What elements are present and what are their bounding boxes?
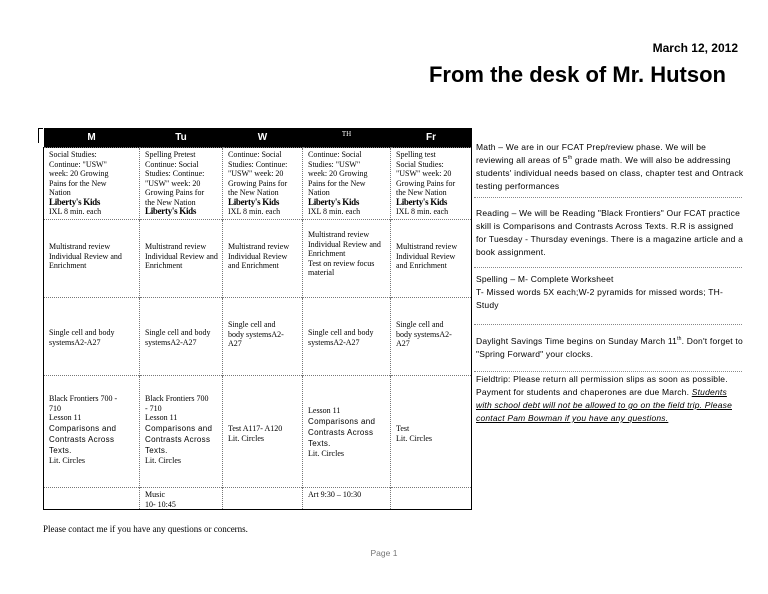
cell-wed-reading	[223, 376, 303, 488]
cell-line: Nation	[49, 188, 71, 197]
cell-line: systemsA2-A27	[308, 337, 360, 347]
day-header-tuesday: Tu	[140, 128, 223, 148]
cell-line: Lit. Circles	[308, 448, 344, 458]
cell-line: Social Studies:	[49, 150, 97, 159]
liberty-kids-label: Liberty's Kids	[396, 196, 448, 207]
memo-date: March 12, 2012	[652, 41, 738, 55]
cell-line: Continue: Social	[228, 150, 282, 159]
fieldtrip-note-text: Fieldtrip: Please return all permission slips as soon as possible. Payment for students and chaperones are due March.	[476, 374, 728, 397]
daylight-note-text: Daylight Savings Time begins on Sunday March 11	[476, 336, 678, 346]
cell-line: Black Frontiers 700	[145, 394, 209, 403]
cell-line: Multistrand review	[308, 230, 370, 239]
liberty-kids-label: Liberty's Kids	[308, 196, 360, 207]
liberty-kids-label: Liberty's Kids	[228, 196, 280, 207]
weekly-schedule-table	[43, 128, 472, 510]
cell-line: Continue: Social	[145, 159, 199, 169]
cell-line: A27	[396, 339, 410, 348]
cell-line: and Enrichment	[396, 261, 447, 270]
skill-label: Contrasts Across	[145, 434, 211, 444]
cell-thu-social-studies	[303, 148, 391, 220]
cell-fri-science	[391, 298, 472, 376]
cell-fri-reading	[391, 376, 472, 488]
cell-fri-social-studies	[391, 148, 472, 220]
cell-line: Lit. Circles	[145, 455, 181, 465]
cell-line: body systemsA2-	[228, 329, 284, 339]
cell-line: Music	[145, 490, 165, 499]
math-note	[476, 141, 744, 193]
daylight-note	[476, 335, 744, 361]
cell-line: Pains for the New	[49, 178, 107, 188]
cell-line: Spelling Pretest	[145, 150, 196, 159]
day-header-wednesday: W	[223, 128, 303, 148]
cell-line: - 710	[145, 403, 162, 413]
spelling-note-line1: Spelling – M- Complete Worksheet	[476, 274, 614, 284]
cell-wed-social-studies	[223, 148, 303, 220]
cell-fri-math	[391, 220, 472, 298]
cell-line: Continue: Social	[308, 150, 362, 159]
cell-line: Enrichment	[145, 261, 183, 270]
cell-line: Studies: Continue:	[228, 159, 288, 169]
cell-line: A27	[228, 339, 242, 348]
cell-line: Black Frontiers 700 -	[49, 394, 118, 403]
cell-line: Individual Review and	[49, 251, 122, 261]
cell-line: 710	[49, 403, 61, 413]
cell-line: systemsA2-A27	[145, 337, 197, 347]
skill-label: Texts.	[49, 445, 72, 455]
cell-mon-math	[44, 220, 140, 298]
fieldtrip-note	[476, 373, 744, 425]
reading-note: Reading – We will be Reading "Black Frontiers" Our FCAT practice skill is Comparisons and Contrasts Across Texts. R.R is assigned for Tuesday - Thursday evenings. There is a magazine article and a book assignment.	[476, 208, 744, 257]
cell-line: Test	[396, 424, 410, 433]
fieldtrip-debt-warning: Students with school debt will not be allowed to go on the field trip. Please contact Pam Bowman if you have any questions.	[476, 387, 732, 423]
notes-divider	[474, 371, 742, 372]
cell-mon-science	[44, 298, 140, 376]
cell-line: body systemsA2-	[396, 329, 452, 339]
cell-line: Spelling test	[396, 150, 436, 159]
cell-line: Lesson 11	[145, 413, 178, 422]
cell-line: "USW" week: 20	[228, 169, 284, 178]
cell-line: Multistrand review	[228, 242, 290, 251]
cell-line: Pains for the New	[308, 178, 366, 188]
cell-wed-science	[223, 298, 303, 376]
memo-title: From the desk of Mr. Hutson	[428, 62, 726, 87]
schedule-row-specials	[44, 488, 472, 510]
cell-line: Multistrand review	[396, 242, 458, 251]
liberty-kids-label: Liberty's Kids	[145, 206, 197, 216]
day-header-monday: M	[44, 128, 140, 148]
cell-line: Test A117- A120	[228, 424, 283, 433]
cell-line: Lit. Circles	[49, 455, 85, 465]
cell-line: the New Nation	[145, 197, 196, 207]
cell-line: Studies: Continue:	[145, 169, 205, 178]
cell-line: Individual Review	[396, 251, 456, 261]
skill-label: Comparisons and	[49, 423, 117, 433]
cell-line: material	[308, 268, 335, 277]
schedule-row-math	[44, 220, 472, 298]
cell-line: Single cell and	[396, 320, 444, 329]
cell-thu-specials	[303, 488, 391, 510]
skill-label: Contrasts Across	[308, 427, 374, 437]
cell-line: Individual Review and	[145, 251, 218, 261]
day-header-row	[44, 128, 472, 148]
math-note-text-cont: grade math. We will also be addressing students' individual needs based on class, chapter test and Ontrack testing performances	[476, 155, 744, 191]
cell-wed-specials	[223, 488, 303, 510]
cell-line: Growing Pains for	[228, 178, 288, 188]
schedule-row-science	[44, 298, 472, 376]
cell-line: and Enrichment	[228, 261, 279, 270]
schedule-row-reading	[44, 376, 472, 488]
day-header-friday: Fr	[391, 128, 472, 148]
cell-line: Individual Review and	[308, 239, 381, 249]
cell-mon-reading	[44, 376, 140, 488]
cell-line: Social Studies:	[396, 159, 444, 169]
notes-divider	[474, 267, 742, 268]
cell-line: Growing Pains for	[396, 178, 456, 188]
daylight-note-text-cont: . Don't forget to "Spring Forward" your clocks.	[476, 336, 743, 359]
day-header-thursday: TH	[303, 128, 391, 148]
skill-label: Texts.	[145, 445, 168, 455]
cell-line: Nation	[308, 188, 330, 197]
cell-line: Lit. Circles	[396, 433, 432, 443]
cell-line: "USW" week: 20	[396, 169, 452, 178]
cell-line: Studies: "USW"	[308, 159, 361, 169]
cell-line: systemsA2-A27	[49, 337, 101, 347]
cell-tue-math	[140, 220, 223, 298]
cell-fri-specials	[391, 488, 472, 510]
cell-line: Multistrand review	[145, 242, 207, 251]
cell-thu-reading	[303, 376, 391, 488]
skill-label: Comparisons and	[308, 416, 376, 426]
cell-thu-math	[303, 220, 391, 298]
cell-thu-science	[303, 298, 391, 376]
cell-line: 10- 10:45	[145, 499, 176, 509]
cell-line: Growing Pains for	[145, 188, 205, 197]
daylight-note-sup: th	[677, 336, 682, 343]
cell-line: Enrichment	[49, 261, 87, 270]
cell-line: the New Nation	[228, 188, 279, 197]
cell-mon-specials	[44, 488, 140, 510]
cell-line: Test on review focus	[308, 258, 375, 268]
skill-label: Contrasts Across	[49, 434, 115, 444]
skill-label: Comparisons and	[145, 423, 213, 433]
cell-line: IXL 8 min. each	[308, 207, 361, 216]
cell-line: Multistrand review	[49, 242, 111, 251]
spelling-note-line2: T- Missed words 5X each;W-2 pyramids for missed words; TH- Study	[476, 287, 723, 310]
cell-line: the New Nation	[396, 188, 447, 197]
cell-line: "USW" week: 20	[145, 178, 201, 188]
cell-wed-math	[223, 220, 303, 298]
cell-line: Single cell and body	[49, 328, 115, 337]
cell-tue-social-studies	[140, 148, 223, 220]
cell-line: IXL 8 min. each	[228, 207, 281, 216]
cell-line: week: 20 Growing	[308, 169, 368, 178]
notes-column	[476, 141, 744, 425]
math-note-sup: th	[567, 155, 573, 162]
cell-line: Single cell and body	[145, 328, 211, 337]
cell-line: Continue: "USW"	[49, 159, 107, 169]
math-note-text: Math – We are in our FCAT Prep/review phase. We will be reviewing all areas of 5	[476, 142, 707, 165]
cell-tue-science	[140, 298, 223, 376]
skill-label: Texts.	[308, 438, 331, 448]
notes-divider	[474, 197, 742, 198]
cell-tue-reading	[140, 376, 223, 488]
cell-line: Lesson 11	[49, 413, 82, 422]
cell-line: Individual Review	[228, 251, 288, 261]
liberty-kids-label: Liberty's Kids	[49, 196, 101, 207]
cell-line: IXL 8 min. each	[49, 207, 102, 216]
cell-mon-social-studies	[44, 148, 140, 220]
cell-line: Single cell and body	[308, 328, 374, 337]
cell-line: Enrichment	[308, 249, 346, 258]
page-number: Page 1	[370, 548, 398, 558]
contact-note: Please contact me if you have any questions or concerns.	[43, 524, 248, 534]
notes-divider	[474, 324, 742, 325]
cell-line: Art 9:30 – 10:30	[308, 490, 362, 499]
cell-line: Single cell and	[228, 320, 276, 329]
cell-line: week: 20 Growing	[49, 169, 109, 178]
cell-line: Lesson 11	[308, 406, 341, 415]
schedule-row-social-studies	[44, 148, 472, 220]
cell-tue-specials	[140, 488, 223, 510]
cell-line: Lit. Circles	[228, 433, 264, 443]
cell-line: IXL 8 min. each	[396, 207, 449, 216]
